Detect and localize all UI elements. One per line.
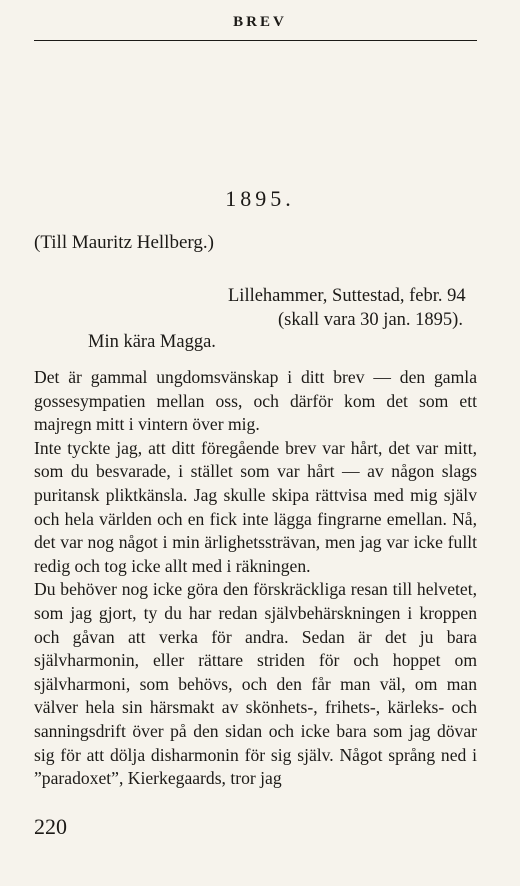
- letter-body: [34, 366, 477, 791]
- letter-year: 1895.: [225, 186, 295, 211]
- place-date-line-1: Lillehammer, Suttestad, febr. 94: [228, 286, 466, 306]
- body-paragraph-3: Du behöver nog icke göra den förskräckliga resan till helvetet, som jag gjort, ty du har redan självbehärskningen i kroppen och gåvan att verka för andra. Sedan är det ju bara självharmonin, eller rättare striden för och hoppet om självharmoni, som behövs, och den får man väl, om man välver hela sin härsmakt av skönhets-, frihets-, kärleks- och sanningsdrift över på den sidan och icke bara som jag dövar sig för att dölja disharmonin för sig själv. Något språng ned i ”paradoxet”, Kierkegaards, tror jag: [34, 579, 477, 789]
- letter-recipient: (Till Mauritz Hellberg.): [34, 232, 214, 253]
- body-paragraph-2: Inte tyckte jag, att ditt föregående brev var hårt, det var mitt, som du besvarade, i stället som var hårt — av någon slags puritansk pliktkänsla. Jag skulle skipa rättvisa med mig själv och hela världen och en fick inte lägga fingrarne emellan. Nå, det var nog något i min ärlighetssträvan, men jag var icke fullt redig och tog icke allt med i räkningen.: [34, 437, 477, 576]
- body-paragraph-1: Det är gammal ungdomsvänskap i ditt brev — den gamla gossesympatien mellan oss, och därför kom det som ett majregn mitt i vintern över mig.: [34, 367, 477, 435]
- place-date-line-2: (skall vara 30 jan. 1895).: [278, 310, 463, 330]
- letter-greeting: Min kära Magga.: [88, 332, 216, 352]
- header-rule: [34, 40, 477, 41]
- running-head: BREV: [233, 14, 287, 30]
- letter-place-date: [228, 284, 466, 332]
- page-number: 220: [34, 814, 67, 839]
